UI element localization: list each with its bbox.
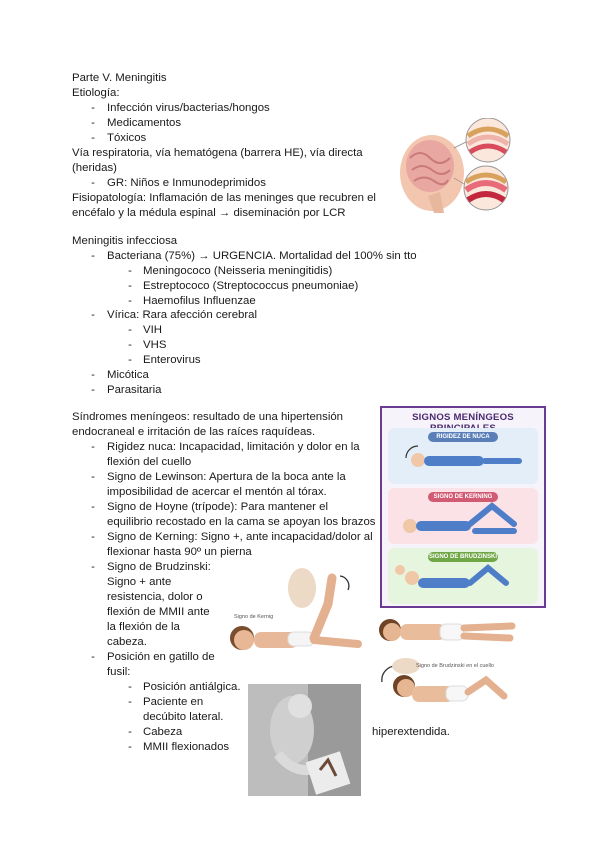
list-item-cont: Signo + ante — [107, 576, 172, 588]
bullet-dash: - — [128, 741, 132, 753]
list-item: Meningococo (Neisseria meningitidis) — [143, 265, 333, 277]
meninges-svg — [400, 118, 525, 213]
list-item: Medicamentos — [107, 117, 182, 129]
infecciosa-title: Meningitis infecciosa — [72, 235, 178, 247]
bullet-dash: - — [128, 295, 132, 307]
poster-tag: RIGIDEZ DE NUCA — [428, 432, 498, 442]
list-item-cont: equilibrio recostado en la cama se apoyan los brazos — [107, 516, 376, 528]
bullet-dash: - — [91, 471, 95, 483]
list-item: Micótica — [107, 369, 149, 381]
list-item: Rigidez nuca: Incapacidad, limitación y dolor en la — [107, 441, 360, 453]
infant-supine-svg — [378, 612, 516, 648]
list-item-cont: cabeza. — [107, 636, 147, 648]
bullet-dash: - — [128, 681, 132, 693]
gatillo-fusil-photo — [248, 684, 361, 796]
bullet-dash: - — [91, 501, 95, 513]
meningeal-signs-poster — [380, 406, 546, 608]
list-item: Signo de Lewinson: Apertura de la boca ante la — [107, 471, 346, 483]
list-item: Infección virus/bacterias/hongos — [107, 102, 270, 114]
fisiopatologia-text: Fisiopatología: Inflamación de las meninges que recubren el — [72, 192, 376, 204]
etiologia-label: Etiología: — [72, 87, 120, 99]
brudzinski-neck-photo — [376, 652, 511, 712]
poster-title: SIGNOS MENÍNGEOS — [412, 412, 514, 423]
poster-panel-kerning — [388, 488, 538, 544]
bullet-dash: - — [91, 384, 95, 396]
list-item: Parasitaria — [107, 384, 162, 396]
gatillo-photo-svg — [248, 684, 361, 796]
hiperextendida-text: hiperextendida. — [372, 726, 450, 738]
bullet-dash: - — [91, 177, 95, 189]
poster-tag: SIGNO DE KERNING — [428, 492, 498, 502]
list-item-cont: flexión del cuello — [107, 456, 192, 468]
list-item: Bacteriana (75%) → URGENCIA. Mortalidad del 100% sin tto — [107, 250, 417, 262]
list-item: Estreptococo (Streptococcus pneumoniae) — [143, 280, 359, 292]
bullet-dash: - — [91, 651, 95, 663]
fisiopatologia-text: encéfalo y la médula espinal → diseminación por LCR — [72, 207, 346, 219]
poster-panel-rigidez — [388, 428, 538, 484]
brudzinski-photo-svg — [376, 652, 511, 712]
poster-tag: SIGNO DE BRUDZINSKI — [428, 554, 497, 560]
sindromes-text: endocraneal e irritación de las raíces raquídeas. — [72, 426, 316, 438]
vias-line: Vía respiratoria, vía hematógena (barrera HE), vía directa — [72, 147, 363, 159]
list-item-cont: flexionar hasta 90º un pierna — [107, 546, 252, 558]
list-item-cont: fusil: — [107, 666, 131, 678]
list-item: Posición en gatillo de — [107, 651, 215, 663]
list-item-cont: flexión de MMII ante — [107, 606, 210, 618]
vias-line: (heridas) — [72, 162, 117, 174]
section-title: Parte V. Meningitis — [72, 72, 167, 84]
bullet-dash: - — [128, 339, 132, 351]
list-item: Signo de Brudzinski: — [107, 561, 211, 573]
list-item-cont: imposibilidad de acercar el mentón al tórax. — [107, 486, 327, 498]
sindromes-text: Síndromes meníngeos: resultado de una hipertensión — [72, 411, 344, 423]
bullet-dash: - — [91, 309, 95, 321]
list-item: Signo de Kerning: Signo +, ante incapacidad/dolor al — [107, 531, 373, 543]
bullet-dash: - — [91, 250, 95, 262]
list-item: Signo de Hoyne (trípode): Para mantener el — [107, 501, 328, 513]
list-item-cont: decúbito lateral. — [143, 711, 224, 723]
list-item: Enterovirus — [143, 354, 201, 366]
bullet-dash: - — [128, 726, 132, 738]
list-item: MMII flexionados — [143, 741, 230, 753]
meninges-illustration — [400, 118, 525, 213]
poster-panel-brudzinski — [388, 548, 538, 604]
bullet-dash: - — [91, 369, 95, 381]
list-item: Posición antiálgica. — [143, 681, 241, 693]
list-item: Vírica: Rara afección cerebral — [107, 309, 258, 321]
bullet-dash: - — [91, 132, 95, 144]
list-item: Haemofilus Influenzae — [143, 295, 256, 307]
list-item: VHS — [143, 339, 167, 351]
list-item-cont: resistencia, dolor o — [107, 591, 203, 603]
bullet-dash: - — [91, 117, 95, 129]
bullet-dash: - — [91, 561, 95, 573]
kernig-photo-svg — [228, 568, 363, 654]
bullet-dash: - — [128, 265, 132, 277]
bullet-dash: - — [128, 280, 132, 292]
bullet-dash: - — [91, 102, 95, 114]
list-item-cont: la flexión de la — [107, 621, 180, 633]
bullet-dash: - — [128, 324, 132, 336]
kernig-caption: Signo de Kernig — [234, 614, 274, 620]
kernig-sign-photo — [228, 568, 363, 654]
bullet-dash: - — [128, 354, 132, 366]
list-item: Cabeza — [143, 726, 183, 738]
bullet-dash: - — [91, 441, 95, 453]
list-item: Paciente en — [143, 696, 204, 708]
bullet-dash: - — [128, 696, 132, 708]
list-item: GR: Niños e Inmunodeprimidos — [107, 177, 266, 189]
bullet-dash: - — [91, 531, 95, 543]
brudzinski-caption: Signo de Brudzinski en el cuello — [416, 663, 494, 669]
infant-supine-photo — [378, 612, 516, 648]
list-item: Tóxicos — [107, 132, 147, 144]
list-item: VIH — [143, 324, 162, 336]
